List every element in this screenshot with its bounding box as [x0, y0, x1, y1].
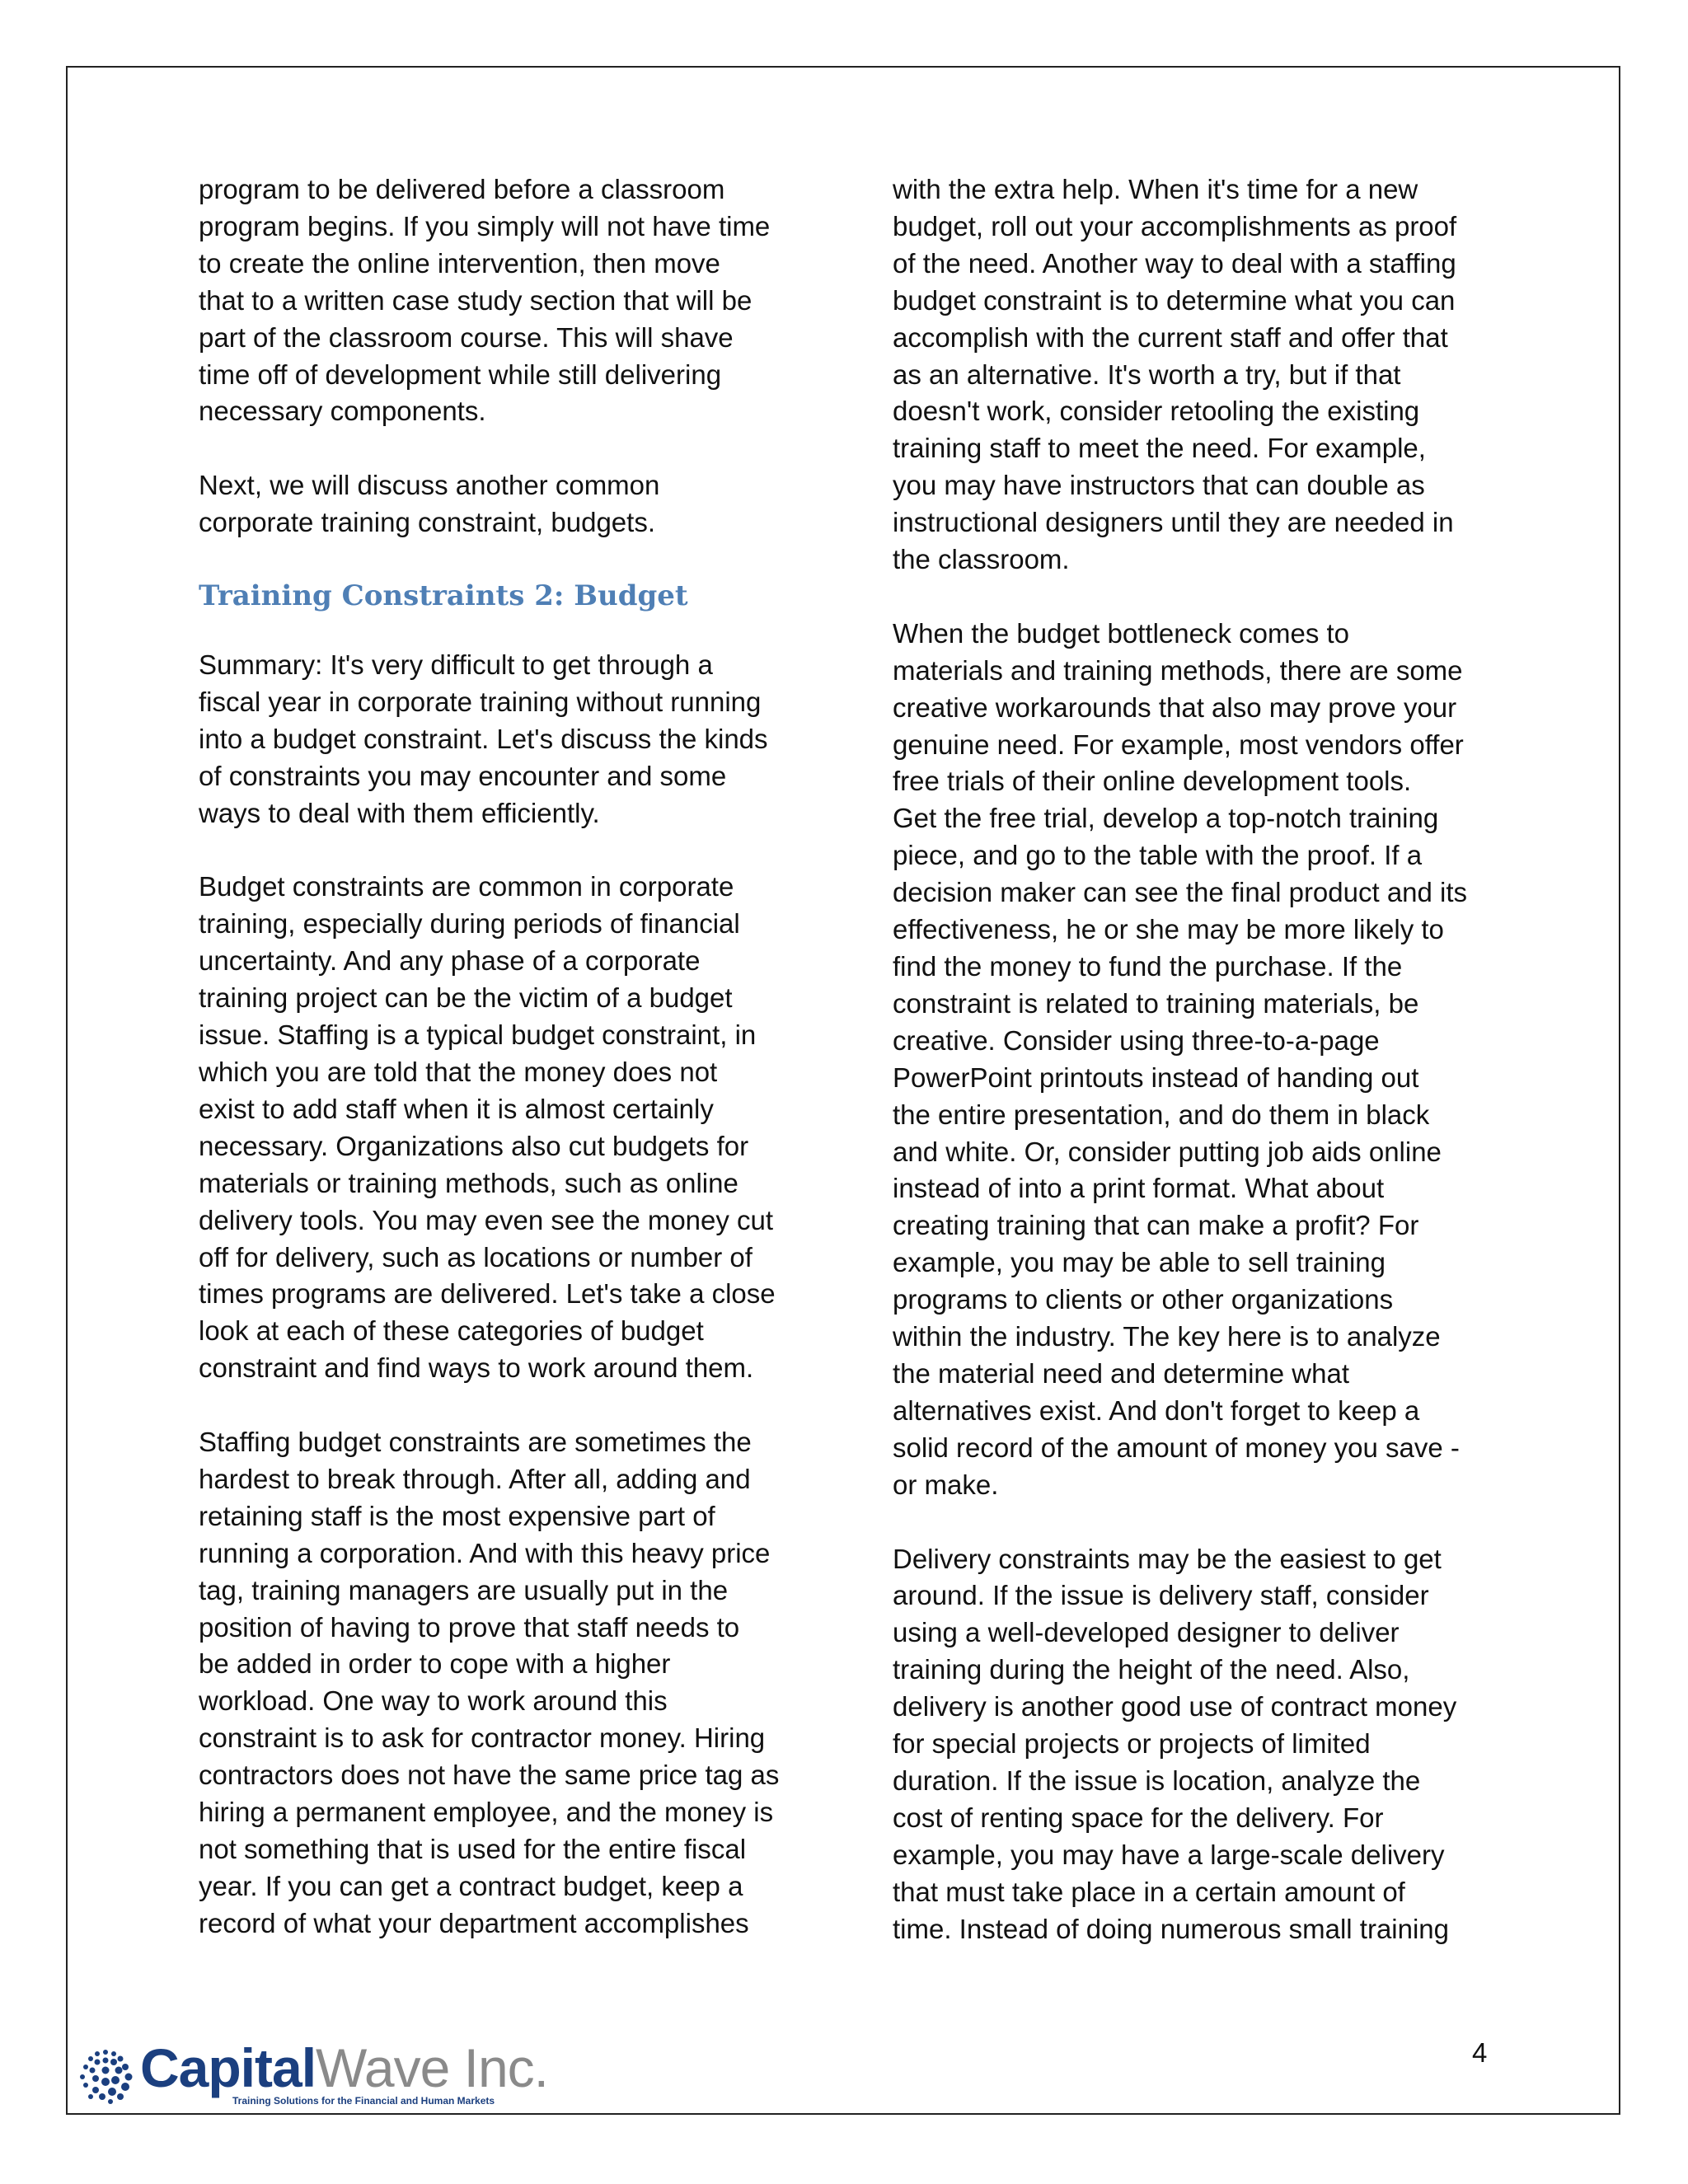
paragraph: When the budget bottleneck comes to materials and training methods, there are some creative workarounds that also may prove your genuine need. For example, most vendors offer free trials of their online development tools. Get the free trial, develop a top-notch training piece, and go to the table with the proof. If a decision maker can see the final product and its effectiveness, he or she may be more likely to find the money to fund the purchase. If the constraint is related to training materials, be creative. Consider using three-to-a-page PowerPoint printouts instead of handing out the entire presentation, and do them in black and white. Or, consider putting job aids online instead of into a print format. What about creating training that can make a profit? For example, you may be able to sell training programs to clients or other organizations within the industry. The key here is to analyze the material need and determine what alternatives exist. And don't forget to keep a solid record of the amount of money you save - or make. — [893, 617, 1468, 1500]
globe-icon — [76, 2046, 135, 2105]
logo-capital-text: Capital — [140, 2037, 316, 2098]
page-number: 4 — [1472, 2037, 1488, 2068]
paragraph: Next, we will discuss another common corporate training constraint, budgets. — [199, 470, 660, 538]
left-column — [199, 171, 800, 1943]
section-heading: Training Constraints 2: Budget — [199, 579, 688, 613]
paragraph: with the extra help. When it's time for a new budget, roll out your accomplishments as proof of the need. Another way to deal with a staffing budget constraint is to determine what you can accomplish with the current staff and offer that as an alternative. It's worth a try, but if that doesn't work, consider retooling the existing training staff to meet the need. For example, you may have instructors that can double as instructional designers until they are needed in the classroom. — [893, 174, 1457, 575]
right-column — [893, 171, 1494, 1947]
logo-wordmark — [140, 2037, 548, 2098]
paragraph: Budget constraints are common in corporate training, especially during periods of financial uncertainty. And any phase of a corporate training project can be the victim of a budget issue. Staffing is a typical budget constraint, in which you are told that the money does not exist to add staff when it is almost certainly necessary. Organizations also cut budgets for materials or training methods, such as online delivery tools. You may even see the money cut off for delivery, such as locations or number of times programs are delivered. Let's take a close look at each of these categories of budget constraint and find ways to work around them. — [199, 871, 776, 1384]
paragraph: Summary: It's very difficult to get through a fiscal year in corporate training without running into a budget constraint. Let's discuss the kinds of constraints you may encounter and some ways to deal with them efficiently. — [199, 649, 768, 828]
logo-wave-text: Wave Inc. — [316, 2037, 549, 2098]
company-logo — [76, 2037, 587, 2111]
paragraph: Delivery constraints may be the easiest to get around. If the issue is delivery staff, consider using a well-developed designer to deliver training during the height of the need. Also, delivery is another good use of contract money for special projects or projects of limited duration. If the issue is location, analyze the cost of renting space for the delivery. For example, you may have a large-scale delivery that must take place in a certain amount of time. Instead of doing numerous small training — [893, 1543, 1457, 1944]
logo-tagline: Training Solutions for the Financial and Human Markets — [232, 2095, 495, 2107]
paragraph: Staffing budget constraints are sometimes the hardest to break through. After all, adding and retaining staff is the most expensive part of running a corporation. And with this heavy price tag, training managers are usually put in the position of having to prove that staff needs to be added in order to cope with a higher workload. One way to work around this constraint is to ask for contractor money. Hiring contractors does not have the same price tag as hiring a permanent employee, and the money is not something that is used for the entire fiscal year. If you can get a contract budget, keep a record of what your department accomplishes — [199, 1427, 780, 1938]
paragraph: program to be delivered before a classroom program begins. If you simply will not have time to create the online intervention, then move that to a written case study section that will be part of the classroom course. This will shave time off of development while still delivering necessary components. — [199, 174, 771, 427]
